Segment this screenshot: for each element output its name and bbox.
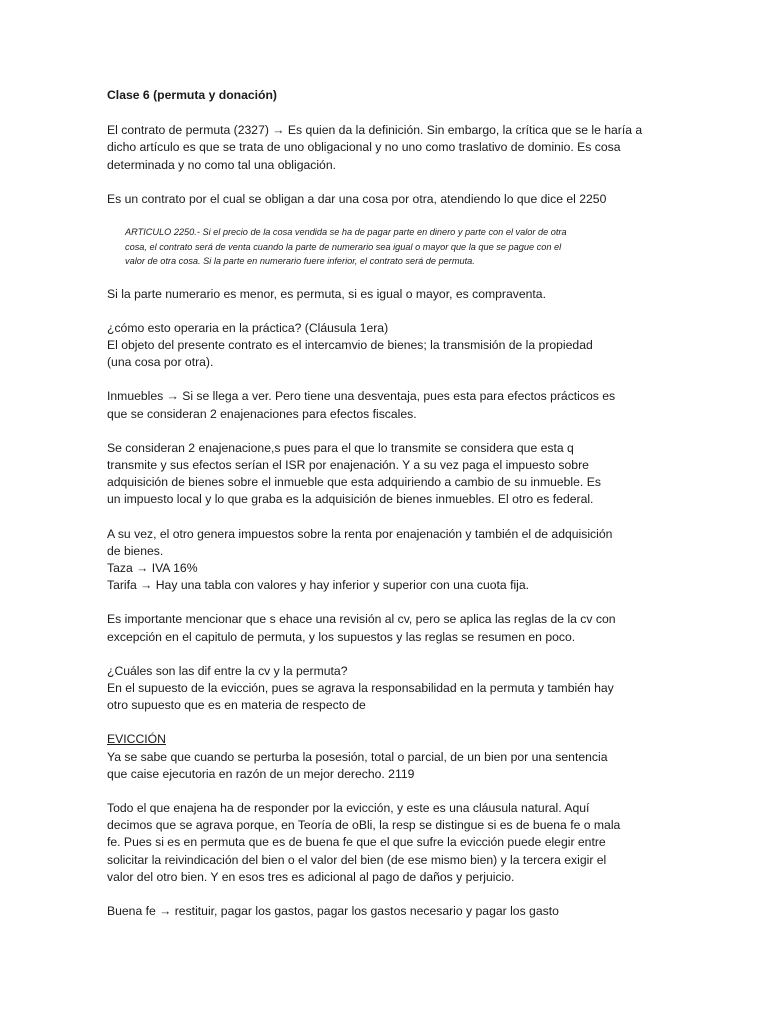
paragraph-buena-fe: Buena fe → restituir, pagar los gastos, pagar los gastos necesario y pagar los gasto — [107, 904, 559, 918]
paragraph-diferencias: ¿Cuáles son las dif entre la cv y la permuta? En el supuesto de la evicción, pues se agrava la responsabilidad en la permuta y también hay otro supuesto que es en materia de respecto de — [107, 663, 614, 713]
paragraph-impuestos: A su vez, el otro genera impuestos sobre la renta por enajenación y también el de adquisición de bienes. Taza → IVA 16% Tarifa → Hay una tabla con valores y hay inferior y superior con una cuota fija. — [107, 526, 613, 593]
paragraph-revision-cv: Es importante mencionar que s ehace una revisión al cv, pero se aplica las reglas de la cv con excepción en el capitulo de permuta, y los supuestos y las reglas se resumen en poco. — [107, 612, 616, 644]
article-quote-2250: ARTICULO 2250.- Si el precio de la cosa vendida se ha de pagar parte en dinero y parte con el valor de otra cosa, el contrato será de venta cuando la parte de numerario sea igual o mayor que la que se pague con el valor de otra cosa. Si la parte en numerario fuere inferior, el contrato será de permuta. — [125, 227, 567, 267]
eviccion-heading: EVICCIÓN — [107, 732, 166, 747]
document-title: Clase 6 (permuta y donación) — [107, 88, 277, 102]
paragraph-inmuebles: Inmuebles → Si se llega a ver. Pero tiene una desventaja, pues esta para efectos prácticos es que se consideran 2 enajenaciones para efectos fiscales. — [107, 389, 616, 421]
paragraph-eviccion-definicion: Ya se sabe que cuando se perturba la posesión, total o parcial, de un bien por una sentencia que caise ejecutoria en razón de un mejor derecho. 2119 — [107, 749, 608, 781]
paragraph-responsabilidad: Todo el que enajena ha de responder por la evicción, y este es una cláusula natural. Aquí decimos que se agrava porque, en Teoría de oBli, la resp se distingue si es de buena fe o mala fe. Pues si es en permuta que es de buena fe que el que sufre la evicción puede elegir entre solicitar la reivindicación del bien o el valor del bien (de ese mismo bien) y la tercera exigir el valor del otro bien. Y en esos tres es adicional al pago de daños y perjuicio. — [107, 800, 621, 884]
paragraph-definicion: El contrato de permuta (2327) → Es quien da la definición. Sin embargo, la crítica que se le haría a dicho artículo es que se trata de uno obligacional y no uno como traslativo de dominio. Es cosa determinada y no como tal una obligación. — [107, 123, 643, 172]
paragraph-enajenaciones: Se consideran 2 enajenacione,s pues para el que lo transmite se considera que esta q transmite y sus efectos serían el ISR por enajenación. Y a su vez paga el impuesto sobre adquisición de bienes sobre el inmueble que esta adquiriendo a cambio de su inmueble. Es un impuesto local y lo que graba es la adquisición de bienes inmuebles. El otro es federal. — [107, 440, 601, 507]
paragraph-practica: ¿cómo esto operaria en la práctica? (Cláusula 1era) El objeto del presente contrato es el intercamvio de bienes; la transmisión de la propiedad (una cosa por otra). — [107, 320, 593, 370]
document-content — [107, 87, 667, 937]
paragraph-numerario: Si la parte numerario es menor, es permuta, si es igual o mayor, es compraventa. — [107, 286, 546, 301]
paragraph-contrato: Es un contrato por el cual se obligan a dar una cosa por otra, atendiendo lo que dice el 2250 — [107, 191, 607, 206]
